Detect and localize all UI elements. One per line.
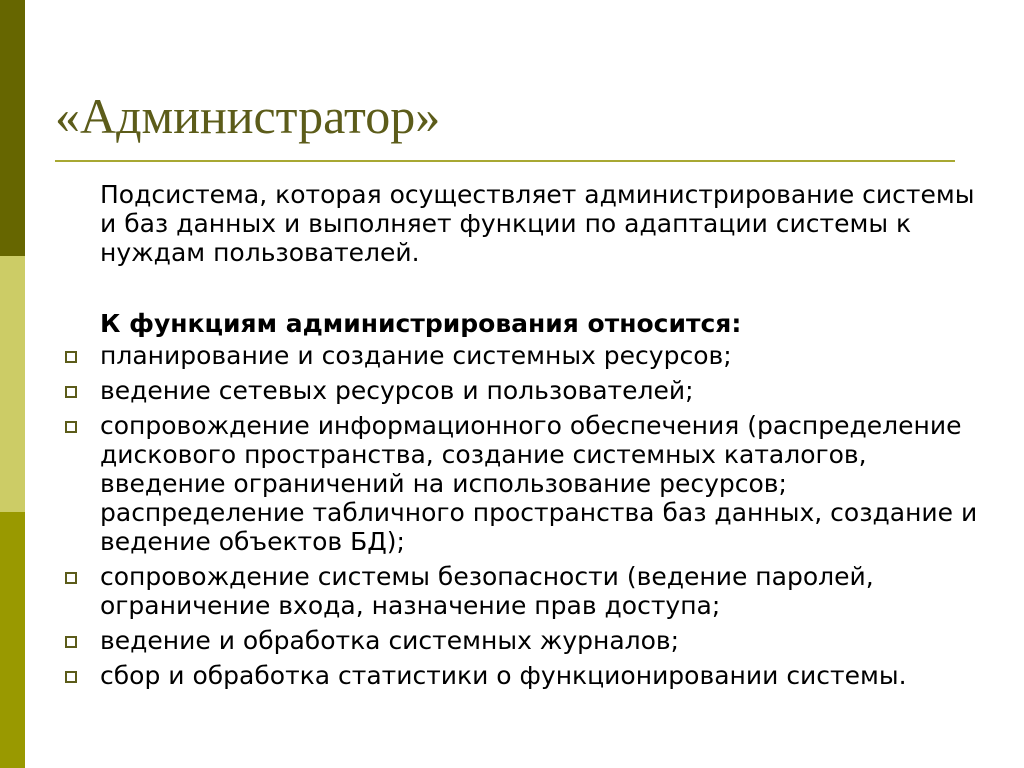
square-bullet-icon	[65, 636, 77, 648]
list-item-text: сопровождение системы безопасности (ведение паролей, ограничение входа, назначение прав доступа;	[100, 562, 874, 620]
list-item	[100, 376, 980, 405]
list-item	[100, 411, 980, 556]
square-bullet-icon	[65, 386, 77, 398]
list-item-text: сопровождение информационного обеспечения (распределение дискового пространства, создание системных каталогов, введение ограничений на использование ресурсов; распределение табличного пространства баз данных, создание и ведение объектов БД);	[100, 411, 978, 556]
slide-title: «Администратор»	[55, 88, 441, 144]
square-bullet-icon	[65, 351, 77, 363]
title-underline	[55, 160, 955, 162]
list-item-text: планирование и создание системных ресурсов;	[100, 341, 732, 370]
square-bullet-icon	[65, 572, 77, 584]
slide-content	[0, 180, 1000, 696]
square-bullet-icon	[65, 421, 77, 433]
list-item	[100, 626, 980, 655]
list-item-text: сбор и обработка статистики о функционировании системы.	[100, 661, 907, 690]
intro-paragraph: Подсистема, которая осуществляет администрирование системы и баз данных и выполняет функции по адаптации системы к нуждам пользователей.	[100, 180, 975, 267]
list-item	[100, 341, 980, 370]
list-item-text: ведение и обработка системных журналов;	[100, 626, 680, 655]
square-bullet-icon	[65, 671, 77, 683]
list-item	[100, 661, 980, 690]
functions-heading: К функциям администрирования относится:	[100, 309, 742, 338]
list-item-text: ведение сетевых ресурсов и пользователей;	[100, 376, 694, 405]
functions-list	[0, 341, 1000, 690]
list-item	[100, 562, 980, 620]
